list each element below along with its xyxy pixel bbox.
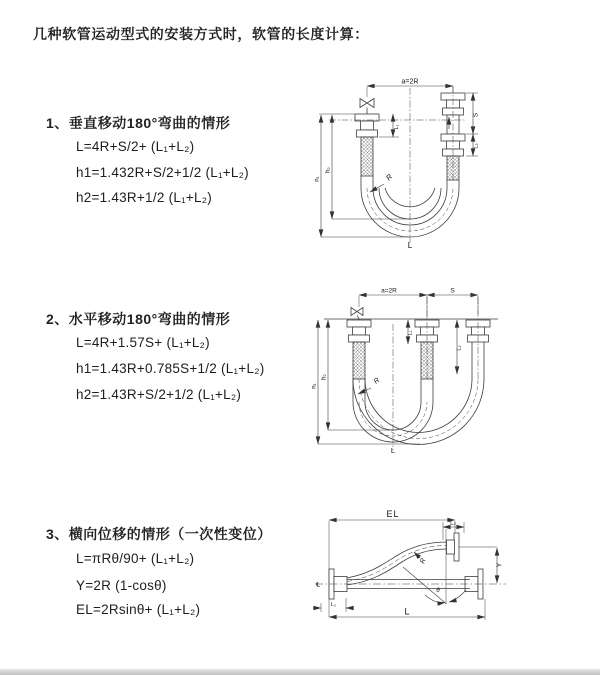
section-1-heading: 1、垂直移动180°弯曲的情形	[46, 115, 231, 131]
label-y: Y	[496, 562, 504, 568]
left-braided-hose	[361, 137, 373, 176]
label-l1: L₁	[394, 124, 400, 130]
label-l2: L₂	[450, 520, 456, 527]
valve-icon	[360, 99, 374, 115]
radius-leader-arrow	[370, 184, 384, 192]
left-pipe-fitting	[355, 114, 379, 137]
upper-right-flange	[447, 533, 460, 561]
section-3-formula-EL: EL=2Rsinθ+ (L₁+L₂)	[76, 602, 201, 617]
centerline-symbol: ℄	[316, 582, 320, 589]
label-l1: L₁	[331, 602, 336, 608]
valve-icon	[351, 308, 363, 321]
section-1-formula-L: L=4R+S/2+ (L₁+L₂)	[76, 139, 195, 154]
label-s: S	[472, 112, 480, 118]
label-a2r: a=2R	[381, 287, 397, 295]
label-theta: θ	[436, 587, 440, 594]
dimension-a2r-s	[359, 295, 478, 318]
diagram-vertical-180-bend	[315, 72, 550, 257]
label-h2: h₂	[321, 374, 328, 380]
label-l2: L₂	[473, 143, 480, 149]
s-curve-hose	[347, 542, 447, 585]
diagram-horizontal-180-bend	[312, 284, 512, 464]
diagram-lateral-displacement	[310, 507, 510, 627]
page-bottom-edge	[0, 669, 600, 675]
label-l: L	[404, 606, 410, 617]
section-1-formula-h2: h2=1.43R+1/2 (L₁+L₂)	[76, 190, 213, 205]
section-2-formula-h2: h2=1.43R+S/2+1/2 (L₁+L₂)	[76, 387, 242, 402]
label-l: L	[390, 446, 396, 455]
section-1-formula-h1: h1=1.432R+S/2+1/2 (L₁+L₂)	[76, 165, 249, 180]
hose-u-bends	[353, 376, 484, 445]
label-l: L	[407, 241, 413, 250]
label-h1: h₁	[315, 176, 321, 182]
left-braided-hose	[353, 342, 365, 379]
section-2-formula-h1: h1=1.43R+0.785S+1/2 (L₁+L₂)	[76, 361, 265, 376]
section-3-heading: 3、横向位移的情形（一次性变位）	[46, 526, 272, 542]
section-2-heading: 2、水平移动180°弯曲的情形	[46, 311, 231, 327]
pipe-fittings	[347, 320, 490, 342]
label-r: R	[384, 172, 395, 183]
label-s: S	[450, 287, 455, 295]
label-l2: L₂	[456, 345, 463, 351]
label-r: R	[372, 376, 382, 386]
label-el: EL	[386, 509, 400, 519]
page-title: 几种软管运动型式的安装方式时，软管的长度计算：	[33, 26, 369, 42]
label-h2: h₂	[325, 167, 332, 173]
label-r: R	[419, 557, 428, 565]
section-2-formula-L: L=4R+1.57S+ (L₁+L₂)	[76, 335, 210, 350]
label-h1: h₁	[312, 383, 318, 389]
section-3-formula-L: L=πRθ/90+ (L₁+L₂)	[76, 551, 195, 566]
label-l1: L₁	[407, 330, 414, 336]
label-a2r: a=2R	[401, 78, 419, 86]
section-3-formula-Y: Y=2R (1-cosθ)	[76, 578, 167, 593]
